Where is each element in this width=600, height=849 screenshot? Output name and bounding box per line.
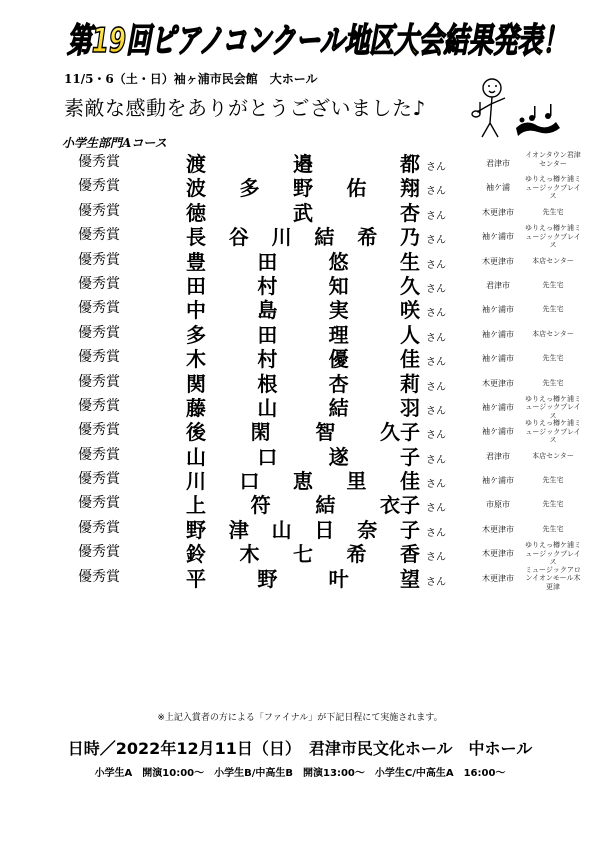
city: 木更津市 [482,524,514,534]
result-row [0,150,600,174]
honorific: さん [426,186,446,198]
result-row [0,370,600,394]
honorific: さん [426,332,446,344]
name-character: 木 [239,542,260,567]
name-character: 羽 [399,395,420,420]
name-character: 野 [186,517,206,542]
music-mascot-illustration [468,76,566,142]
city: 木更津市 [482,256,514,266]
honorific: さん [426,283,446,295]
finals-note: ※上記入賞者の方による「ファイナル」が下記日程にて実施されます。 [157,713,443,723]
name-character: 津 [228,517,249,542]
award-label: 優秀賞 [78,300,120,317]
name-character: 里 [346,469,367,494]
award-label: 優秀賞 [78,397,120,414]
city: 袖ケ浦市 [482,305,514,315]
name-character: 日 [314,517,335,542]
name-character: 智 [315,420,336,445]
honorific: さん [426,162,446,173]
award-label: 優秀賞 [78,275,120,292]
winner-name [186,563,420,592]
name-character: 川 [271,225,292,250]
result-row [0,174,600,201]
city: 袖ケ浦市 [482,354,514,364]
thanks-message: 素敵な感動をありがとうございました♪ [64,96,426,120]
honorific: さん [426,357,446,369]
name-character: 徳 [186,200,206,225]
award-label: 優秀賞 [78,446,120,463]
banner-title: 第19回ピアノコンクール地区大会結果発表！ [67,21,567,61]
result-row [0,467,600,494]
award-label: 優秀賞 [78,227,120,244]
city: 君津市 [486,280,510,290]
city: 袖ケ浦市 [482,427,514,437]
award-label: 優秀賞 [78,422,120,439]
store-location: 本店センター [532,451,574,460]
event-info: 11/5・6（土・日）袖ヶ浦市民会館 大ホール [64,72,318,86]
name-character: 遂 [328,444,349,469]
award-label: 優秀賞 [78,349,120,366]
name-character: 関 [186,371,206,396]
award-label: 優秀賞 [78,154,120,170]
honorific: さん [426,503,446,515]
name-character: 武 [293,200,313,225]
honorific: さん [426,210,446,222]
name-character: 莉 [399,371,420,396]
name-character: 口 [257,444,278,469]
name-character: 根 [257,371,278,396]
city: 市原市 [486,500,510,510]
store-location: 本店センター [532,329,574,338]
award-label: 優秀賞 [78,471,120,488]
result-row [0,345,600,372]
name-character: 結 [315,493,336,518]
name-character: 佳 [399,347,420,372]
result-row [0,540,600,567]
name-character: 多 [186,322,206,347]
title-banner [62,14,572,64]
store-location: 先生宅 [542,207,564,216]
store-location: 先生宅 [542,378,564,387]
name-character: 平 [186,566,206,591]
name-character: 恵 [293,469,313,494]
name-character: 知 [328,273,349,298]
name-character: 香 [400,542,420,567]
name-character: 優 [328,347,349,372]
store-location: ゆりえっ樽ケ浦ミュージックプレイス [525,175,581,201]
name-character: 島 [257,298,278,323]
result-row [0,296,600,323]
name-character: 藤 [186,395,206,420]
name-character: 結 [314,225,335,250]
honorific: さん [426,405,446,417]
honorific: さん [426,527,446,539]
name-character: 口 [239,469,260,494]
name-character: 村 [257,347,278,372]
results-list [0,150,600,589]
honorific: さん [426,479,446,491]
city: 木更津市 [482,573,514,583]
store-location: 本店センター [532,256,574,265]
award-label: 優秀賞 [78,568,120,585]
store-location: ゆりえっ樽ケ浦ミュージックプレイス [525,224,581,250]
name-character: 叶 [328,566,349,591]
award-label: 優秀賞 [78,495,120,512]
finals-datetime: 日時／2022年12月11日（日） 君津市民文化ホール 中ホール [67,739,533,758]
name-character: 理 [328,322,349,347]
name-character: 田 [186,273,206,298]
result-row [0,321,600,345]
store-location: 先生宅 [542,476,564,485]
name-character: 山 [186,444,206,469]
name-character: 邉 [293,152,313,176]
name-character: 子 [399,444,420,469]
name-character: 翔 [400,176,420,201]
name-character: 衣子 [379,493,420,518]
name-character: 望 [399,566,420,591]
name-character: 久子 [379,420,420,445]
store-location: ミュージックアロンイオンモール木更津 [525,565,581,591]
city: 袖ケ浦市 [482,402,514,412]
store-location: イオンタウン君津センター [525,151,581,168]
store-location: ゆりえっ樽ケ浦ミュージックプレイス [525,394,581,420]
city: 袖ケ浦市 [482,329,514,339]
store-location: ゆりえっ樽ケ浦ミュージックプレイス [525,419,581,445]
honorific: さん [426,454,446,466]
name-character: 中 [186,298,206,323]
result-row [0,491,600,518]
city: 袖ケ浦 [486,183,510,193]
honorific: さん [426,381,446,393]
name-character: 木 [186,347,206,372]
award-label: 優秀賞 [78,373,120,390]
name-character: 上 [186,493,206,518]
name-character: 田 [257,249,278,274]
city: 袖ケ浦市 [482,476,514,486]
name-character: 杏 [400,200,420,225]
result-row [0,565,600,589]
store-location: 先生宅 [542,280,564,289]
name-character: 生 [399,249,420,274]
name-character: 久 [399,273,420,298]
city: 木更津市 [482,207,514,217]
name-character: 鈴 [186,542,206,567]
name-character: 波 [186,176,206,201]
name-character: 希 [346,542,367,567]
name-character: 多 [239,176,260,201]
name-character: 渡 [186,152,206,176]
award-label: 優秀賞 [78,202,120,219]
name-character: 村 [257,273,278,298]
name-character: 山 [271,517,292,542]
result-row [0,223,600,250]
result-row [0,443,600,467]
name-character: 乃 [399,225,420,250]
store-location: 先生宅 [542,305,564,314]
award-label: 優秀賞 [78,251,120,268]
name-character: 田 [257,322,278,347]
award-label: 優秀賞 [78,178,120,195]
name-character: 谷 [228,225,249,250]
store-location: 先生宅 [542,524,564,533]
city: 袖ケ浦市 [482,232,514,242]
name-character: 佳 [400,469,420,494]
name-character: 山 [257,395,278,420]
name-character: 長 [186,225,206,250]
name-character: 豊 [186,249,206,274]
finals-schedule: 小学生A 開演10:00～ 小学生B/中高生B 開演13:00～ 小学生C/中高生A 16:00～ [94,768,506,779]
honorific: さん [426,308,446,320]
honorific: さん [426,430,446,442]
name-character: 希 [357,225,378,250]
name-character: 悠 [328,249,349,274]
city: 君津市 [486,159,510,168]
city: 君津市 [486,451,510,461]
category-heading: 小学生部門Aコース [62,136,167,150]
name-character: 後 [186,420,206,445]
name-character: 野 [257,566,278,591]
award-label: 優秀賞 [78,519,120,536]
honorific: さん [426,552,446,564]
name-character: 七 [293,542,313,567]
result-row [0,394,600,418]
honorific: さん [426,259,446,271]
name-character: 実 [328,298,349,323]
result-row [0,516,600,540]
result-row [0,418,600,445]
result-row [0,248,600,272]
name-character: 野 [293,176,313,201]
name-character: 子 [399,517,420,542]
city: 木更津市 [482,378,514,388]
name-character: 杏 [328,371,349,396]
store-location: 先生宅 [542,354,564,363]
name-character: 閑 [250,420,271,445]
name-character: 川 [186,469,206,494]
name-character: 奈 [357,517,378,542]
award-label: 優秀賞 [78,324,120,341]
city: 木更津市 [482,549,514,559]
name-character: 都 [400,152,420,176]
honorific: さん [426,576,446,588]
name-character: 咲 [399,298,420,323]
store-location: ゆりえっ樽ケ浦ミュージックプレイス [525,541,581,567]
result-row [0,199,600,223]
result-row [0,272,600,296]
name-character: 人 [399,322,420,347]
award-label: 優秀賞 [78,544,120,561]
honorific: さん [426,235,446,247]
store-location: 先生宅 [542,500,564,509]
name-character: 符 [250,493,271,518]
name-character: 佑 [346,176,367,201]
name-character: 結 [328,395,349,420]
